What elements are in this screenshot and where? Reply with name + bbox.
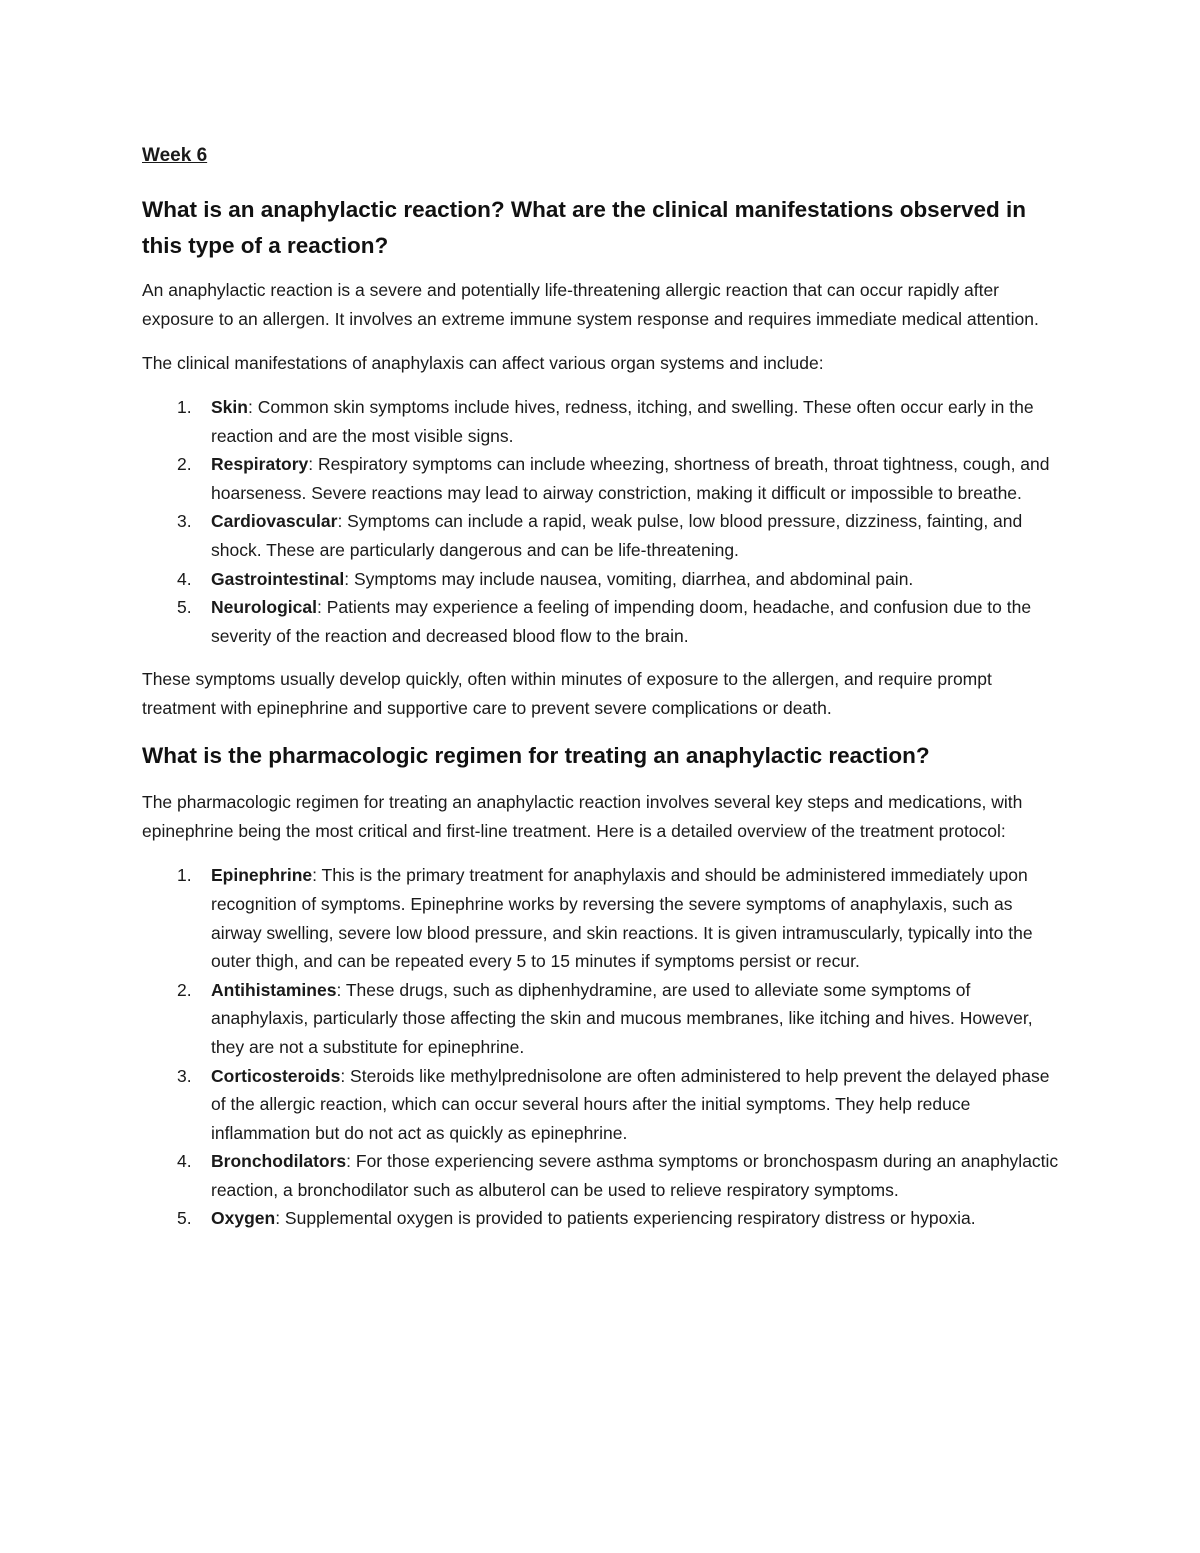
q1-paragraph-3: These symptoms usually develop quickly, often within minutes of exposure to the allergen, and require prompt treatment with epinephrine and supportive care to prevent severe complications or death.	[142, 669, 992, 719]
list-number: 5.	[177, 1208, 192, 1229]
list-text: : Common skin symptoms include hives, redness, itching, and swelling. These often occur early in the reaction and are the most visible signs.	[211, 397, 1034, 446]
list-number: 2.	[177, 979, 192, 1000]
list-number: 4.	[177, 568, 192, 589]
list-item-antihistamines	[142, 976, 1067, 1062]
treatment-list	[142, 861, 1067, 1233]
list-text: : For those experiencing severe asthma symptoms or bronchospasm during an anaphylactic reaction, a bronchodilator such as albuterol can be used to relieve respiratory symptoms.	[211, 1151, 1059, 1200]
document-page	[142, 130, 1067, 1248]
list-number: 3.	[177, 1065, 192, 1086]
list-term: Cardiovascular	[211, 511, 338, 532]
list-term: Oxygen	[211, 1208, 276, 1229]
q1-paragraph-2: The clinical manifestations of anaphylaxis can affect various organ systems and include:	[142, 353, 824, 373]
list-term: Epinephrine	[211, 865, 313, 886]
list-number: 2.	[177, 454, 192, 475]
list-text: : Supplemental oxygen is provided to patients experiencing respiratory distress or hypoxia.	[275, 1208, 976, 1229]
list-item-epinephrine	[142, 861, 1067, 975]
list-text: : This is the primary treatment for anaphylaxis and should be administered immediately upon recognition of symptoms. Epinephrine works by reversing the severe symptoms of anaphylaxis, such as airway swelling, severe low blood pressure, and skin reactions. It is given intramuscularly, typically into the outer thigh, and can be repeated every 5 to 15 minutes if symptoms persist or recur.	[211, 865, 1033, 972]
list-number: 1.	[177, 397, 192, 417]
list-term: Gastrointestinal	[211, 568, 345, 589]
week-title: Week 6	[142, 145, 208, 166]
q1-paragraph-1: An anaphylactic reaction is a severe and potentially life-threatening allergic reaction that can occur rapidly after exposure to an allergen. It involves an extreme immune system response and requires immediate medical attention.	[142, 280, 1039, 329]
list-number: 4.	[177, 1151, 192, 1172]
list-term: Antihistamines	[211, 979, 337, 1000]
list-item-bronchodilators	[142, 1147, 1067, 1204]
list-item-cardiovascular	[142, 507, 1067, 564]
list-term: Corticosteroids	[211, 1065, 341, 1086]
list-text: : These drugs, such as diphenhydramine, are used to alleviate some symptoms of anaphylaxis, particularly those affecting the skin and mucous membranes, like itching and hives. However, they are not a substitute for epinephrine.	[211, 979, 1033, 1057]
list-text: : Steroids like methylprednisolone are often administered to help prevent the delayed phase of the allergic reaction, which can occur several hours after the initial symptoms. They help reduce inflammation but do not act as quickly as epinephrine.	[211, 1065, 1050, 1143]
list-item-corticosteroids	[142, 1062, 1067, 1148]
list-term: Bronchodilators	[211, 1151, 347, 1172]
q2-paragraph-1: The pharmacologic regimen for treating an anaphylactic reaction involves several key steps and medications, with epinephrine being the most critical and first-line treatment. Here is a detailed overview of the treatment protocol:	[142, 792, 1023, 842]
list-text: : Patients may experience a feeling of impending doom, headache, and confusion due to the severity of the reaction and decreased blood flow to the brain.	[211, 597, 1032, 646]
list-item-respiratory	[142, 450, 1067, 507]
list-number: 5.	[177, 597, 192, 618]
list-item-skin	[142, 393, 1067, 450]
list-term: Respiratory	[211, 454, 309, 475]
list-term: Neurological	[211, 597, 317, 618]
list-item-oxygen	[142, 1204, 1067, 1233]
list-number: 1.	[177, 865, 192, 886]
list-term: Skin	[211, 397, 248, 417]
list-text: : Respiratory symptoms can include wheezing, shortness of breath, throat tightness, cough, and hoarseness. Severe reactions may lead to airway constriction, making it difficult or impossible to breathe.	[211, 454, 1050, 503]
list-item-neurological	[142, 593, 1067, 650]
manifestations-list	[142, 393, 1067, 650]
list-text: : Symptoms may include nausea, vomiting, diarrhea, and abdominal pain.	[344, 568, 914, 589]
question-1-heading: What is an anaphylactic reaction? What are the clinical manifestations observed in this type of a reaction?	[142, 197, 1026, 258]
list-item-gastrointestinal	[142, 565, 1067, 594]
list-text: : Symptoms can include a rapid, weak pulse, low blood pressure, dizziness, fainting, and shock. These are particularly dangerous and can be life-threatening.	[211, 511, 1023, 560]
list-number: 3.	[177, 511, 192, 532]
question-2-heading: What is the pharmacologic regimen for treating an anaphylactic reaction?	[142, 743, 930, 769]
